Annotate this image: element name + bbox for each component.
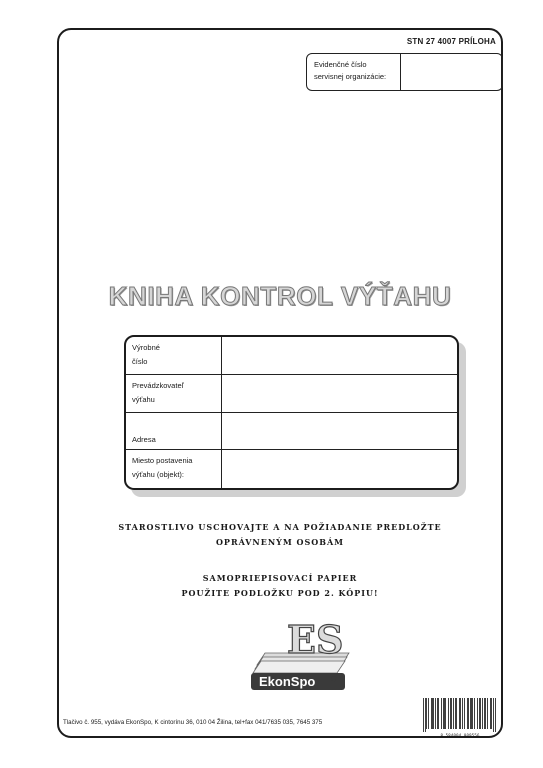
barcode-bar bbox=[490, 698, 491, 729]
barcode-bar bbox=[426, 698, 427, 729]
barcode-bar bbox=[438, 698, 439, 729]
storage-notice-line1: STAROSTLIVO USCHOVAJTE A NA POŽIADANIE PREDLOŽTE bbox=[118, 522, 442, 532]
barcode-bar bbox=[464, 698, 465, 729]
barcode-bar bbox=[433, 698, 434, 729]
barcode-bar bbox=[474, 698, 475, 729]
barcode-bar bbox=[428, 698, 429, 729]
info-label-operator: Prevádzkovateľ výťahu bbox=[126, 375, 222, 412]
barcode-bar bbox=[435, 698, 436, 729]
barcode-bar bbox=[460, 698, 461, 729]
barcode-bar bbox=[423, 698, 424, 732]
barcode-bar bbox=[495, 698, 496, 732]
barcode-bar bbox=[450, 698, 451, 729]
barcode-bar bbox=[437, 698, 438, 729]
barcode-bar bbox=[453, 698, 454, 729]
ekonspo-logo-icon bbox=[243, 615, 361, 693]
evidence-number-label bbox=[307, 54, 401, 90]
footer-imprint: Tlačivo č. 955, vydáva EkonSpo, K cintorínu 36, 010 04 Žilina, tel+fax 041/7635 035, 7645 375 bbox=[63, 719, 323, 726]
barcode-bar bbox=[479, 698, 480, 729]
storage-notice bbox=[57, 520, 503, 550]
barcode-bar bbox=[456, 698, 457, 729]
barcode-bar bbox=[484, 698, 485, 729]
barcode-bar bbox=[462, 698, 463, 729]
logo-copyright-mark: © bbox=[331, 674, 338, 684]
info-field-operator[interactable] bbox=[222, 375, 457, 412]
info-row-operator bbox=[126, 375, 457, 413]
info-field-address[interactable] bbox=[222, 413, 457, 450]
info-table bbox=[124, 335, 459, 490]
standard-label: STN 27 4007 PRÍLOHA bbox=[406, 37, 496, 46]
paper-note-line2: POUŽITE PODLOŽKU POD 2. KÓPIU! bbox=[181, 588, 379, 598]
barcode-bar bbox=[487, 698, 488, 729]
barcode-bar bbox=[468, 698, 469, 729]
paper-note-line1: SAMOPRIEPISOVACÍ PAPIER bbox=[202, 573, 358, 583]
info-row-location bbox=[126, 450, 457, 488]
evidence-label-line1: Evidenčné číslo bbox=[314, 60, 367, 69]
info-row-serial bbox=[126, 337, 457, 375]
info-field-location[interactable] bbox=[222, 450, 457, 488]
barcode-bar bbox=[455, 698, 456, 729]
barcode-bar bbox=[467, 698, 468, 729]
barcode-icon bbox=[423, 698, 497, 732]
barcode-bar bbox=[441, 698, 442, 729]
info-label-address: Adresa bbox=[126, 413, 222, 450]
barcode-bar bbox=[471, 698, 472, 729]
barcode-bar bbox=[493, 698, 494, 732]
barcode-bar bbox=[448, 698, 449, 729]
barcode-bar bbox=[443, 698, 444, 729]
barcode-bar bbox=[425, 698, 426, 732]
barcode-bar bbox=[482, 698, 483, 729]
barcode-bar bbox=[470, 698, 471, 729]
barcode-bar bbox=[477, 698, 478, 729]
paper-note bbox=[57, 571, 503, 601]
barcode-bar bbox=[459, 698, 460, 729]
info-field-serial[interactable] bbox=[222, 337, 457, 374]
barcode-bar bbox=[445, 698, 446, 729]
barcode-bar bbox=[431, 698, 432, 729]
logo-name-text: EkonSpo bbox=[259, 674, 316, 689]
barcode-bar bbox=[480, 698, 481, 729]
evidence-number-field[interactable] bbox=[401, 54, 502, 90]
info-label-serial: Výrobné číslo bbox=[126, 337, 222, 374]
barcode-bar bbox=[472, 698, 473, 729]
barcode-bar bbox=[451, 698, 452, 729]
barcode-bar bbox=[485, 698, 486, 729]
storage-notice-line2: OPRÁVNENÝM OSOBÁM bbox=[215, 537, 345, 547]
barcode-bar bbox=[432, 698, 433, 729]
evidence-number-box bbox=[306, 53, 503, 91]
barcode-number: 8 584004 009556 bbox=[440, 733, 480, 738]
info-row-address bbox=[126, 413, 457, 451]
info-label-location: Miesto postavenia výťahu (objekt): bbox=[126, 450, 222, 488]
evidence-label-line2: servisnej organizácie: bbox=[314, 72, 387, 81]
document-title: KNIHA KONTROL VÝŤAHU bbox=[108, 281, 452, 311]
barcode-bar bbox=[491, 698, 492, 729]
logo-monogram-text: ES bbox=[287, 617, 344, 662]
barcode-bar bbox=[444, 698, 445, 729]
